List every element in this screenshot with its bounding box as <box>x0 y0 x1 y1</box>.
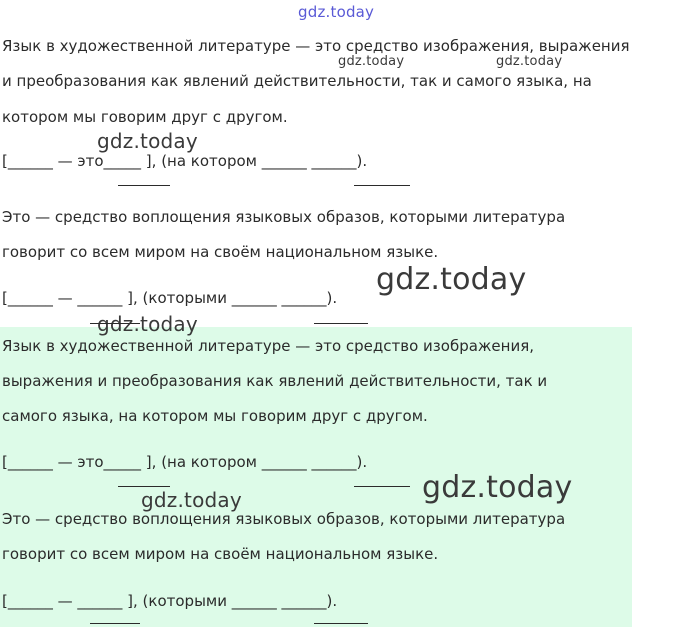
watermark-small-2: gdz.today <box>496 54 563 69</box>
watermark-medium-3: gdz.today <box>141 488 242 512</box>
watermark-small-1: gdz.today <box>338 54 405 69</box>
block1-scheme1: [______ — это_____ ], (на котором ______ ______). <box>2 152 368 170</box>
block2-paragraph1-line1: Язык в художественной литературе — это средство изображения, <box>2 337 535 355</box>
watermark-large-1: gdz.today <box>376 262 527 297</box>
block2-scheme2: [______ — ______ ], (которыми ______ ______). <box>2 592 338 610</box>
watermark-top: gdz.today <box>298 3 375 21</box>
block1-scheme2: [______ — ______ ], (которыми ______ ______). <box>2 289 338 307</box>
block2-scheme2-underline-2 <box>314 623 368 624</box>
block1-scheme2-underline-1 <box>90 323 140 324</box>
block1-paragraph1-line3: котором мы говорим друг с другом. <box>2 108 288 126</box>
block2-scheme1-underline-1 <box>118 486 170 487</box>
watermark-medium-2: gdz.today <box>97 312 198 336</box>
block2-paragraph2-line2: говорит со всем миром на своём национальном языке. <box>2 545 439 563</box>
block1-scheme2-underline-2 <box>314 323 368 324</box>
block1-paragraph1-line1: Язык в художественной литературе — это средство изображения, выражения <box>2 37 630 55</box>
block2-paragraph2-line1: Это — средство воплощения языковых образов, которыми литература <box>2 510 566 528</box>
block1-scheme1-underline-2 <box>354 185 410 186</box>
block1-scheme1-underline-1 <box>118 185 170 186</box>
watermark-medium-1: gdz.today <box>97 129 198 153</box>
block1-paragraph2-line2: говорит со всем миром на своём национальном языке. <box>2 243 439 261</box>
block1-paragraph2-line1: Это — средство воплощения языковых образов, которыми литература <box>2 208 566 226</box>
block2-paragraph1-line2: выражения и преобразования как явлений действительности, так и <box>2 372 548 390</box>
block1-paragraph1-line2: и преобразования как явлений действительности, так и самого языка, на <box>2 72 592 90</box>
block2-scheme1: [______ — это_____ ], (на котором ______ ______). <box>2 453 368 471</box>
watermark-large-2: gdz.today <box>422 470 573 505</box>
block2-paragraph1-line3: самого языка, на котором мы говорим друг с другом. <box>2 407 428 425</box>
block2-scheme1-underline-2 <box>354 486 410 487</box>
block2-scheme2-underline-1 <box>90 623 140 624</box>
